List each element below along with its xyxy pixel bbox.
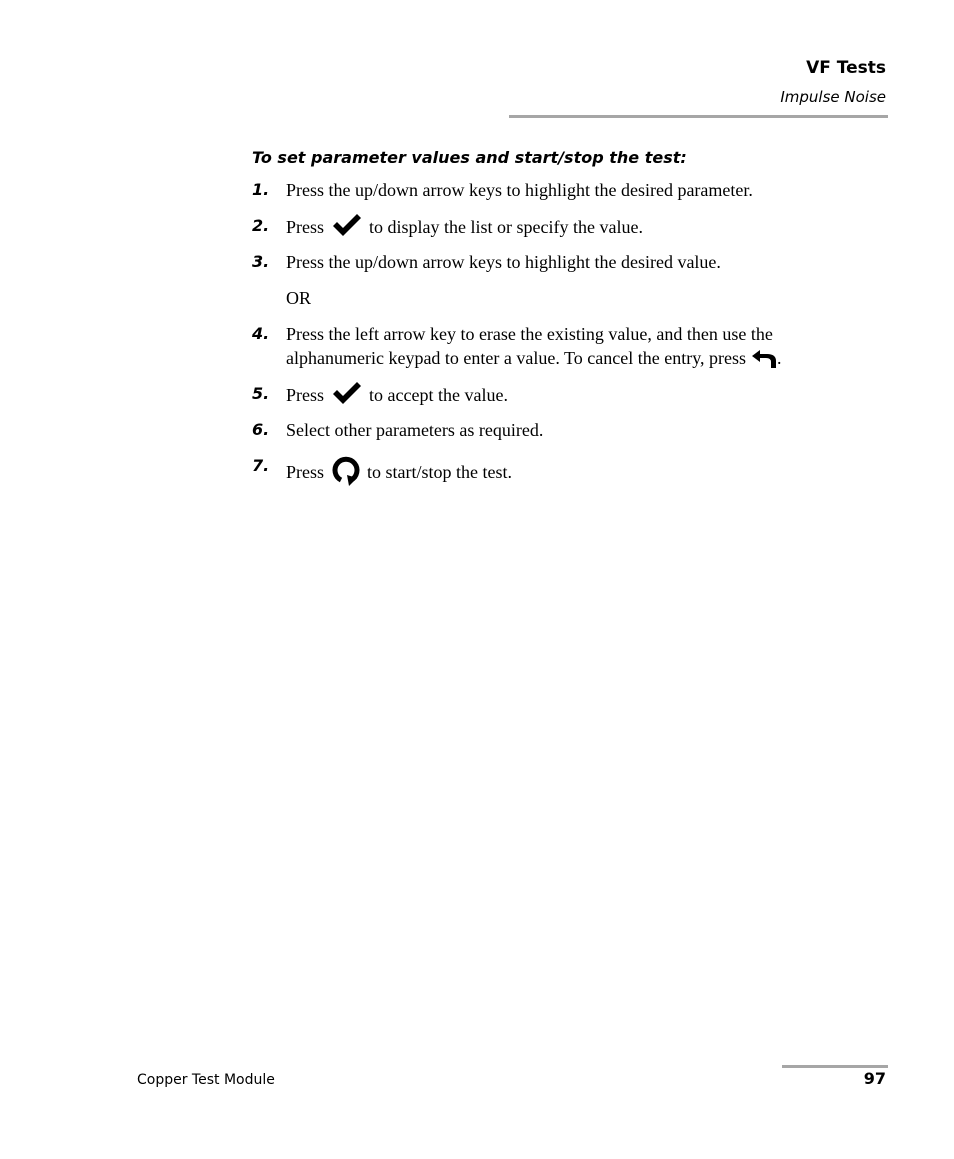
- step-text-before: Press: [286, 462, 325, 482]
- step-text: [286, 454, 876, 486]
- step-number: 2.: [252, 216, 270, 235]
- footer-document-title: Copper Test Module: [137, 1072, 275, 1088]
- step-number: 3.: [252, 252, 270, 271]
- step-text: [286, 214, 876, 239]
- step-text-before: alphanumeric keypad to enter a value. To cancel the entry, press: [286, 348, 747, 368]
- step-text-before: Press: [286, 385, 325, 405]
- running-header-subtitle: Impulse Noise: [780, 88, 886, 106]
- page-number: 97: [863, 1069, 886, 1088]
- step-text-line1: Press the left arrow key to erase the existing value, and then use the: [286, 324, 773, 344]
- step-text: [286, 382, 876, 407]
- step-number: 5.: [252, 384, 270, 403]
- back-arrow-icon: [751, 349, 777, 369]
- procedure-heading: To set parameter values and start/stop the test:: [252, 148, 687, 167]
- footer-divider: [782, 1065, 888, 1068]
- step-text-line2: [286, 346, 876, 370]
- start-stop-icon: [331, 454, 361, 486]
- step-text-after: to accept the value.: [369, 385, 508, 405]
- or-separator: OR: [286, 288, 312, 308]
- running-header-title: VF Tests: [806, 58, 886, 78]
- step-number: 1.: [252, 180, 270, 199]
- step-text: Select other parameters as required.: [286, 420, 544, 440]
- header-divider: [509, 115, 888, 118]
- checkmark-icon: [331, 214, 363, 238]
- step-text-after: to start/stop the test.: [367, 462, 512, 482]
- step-number: 4.: [252, 324, 270, 343]
- step-text-before: Press: [286, 217, 325, 237]
- checkmark-icon: [331, 382, 363, 406]
- step-text-after: to display the list or specify the value.: [369, 217, 643, 237]
- step-number: 7.: [252, 456, 270, 475]
- step-text-after: .: [777, 348, 782, 368]
- step-text: Press the up/down arrow keys to highlight the desired value.: [286, 252, 721, 272]
- step-text: Press the up/down arrow keys to highlight the desired parameter.: [286, 180, 753, 200]
- step-number: 6.: [252, 420, 270, 439]
